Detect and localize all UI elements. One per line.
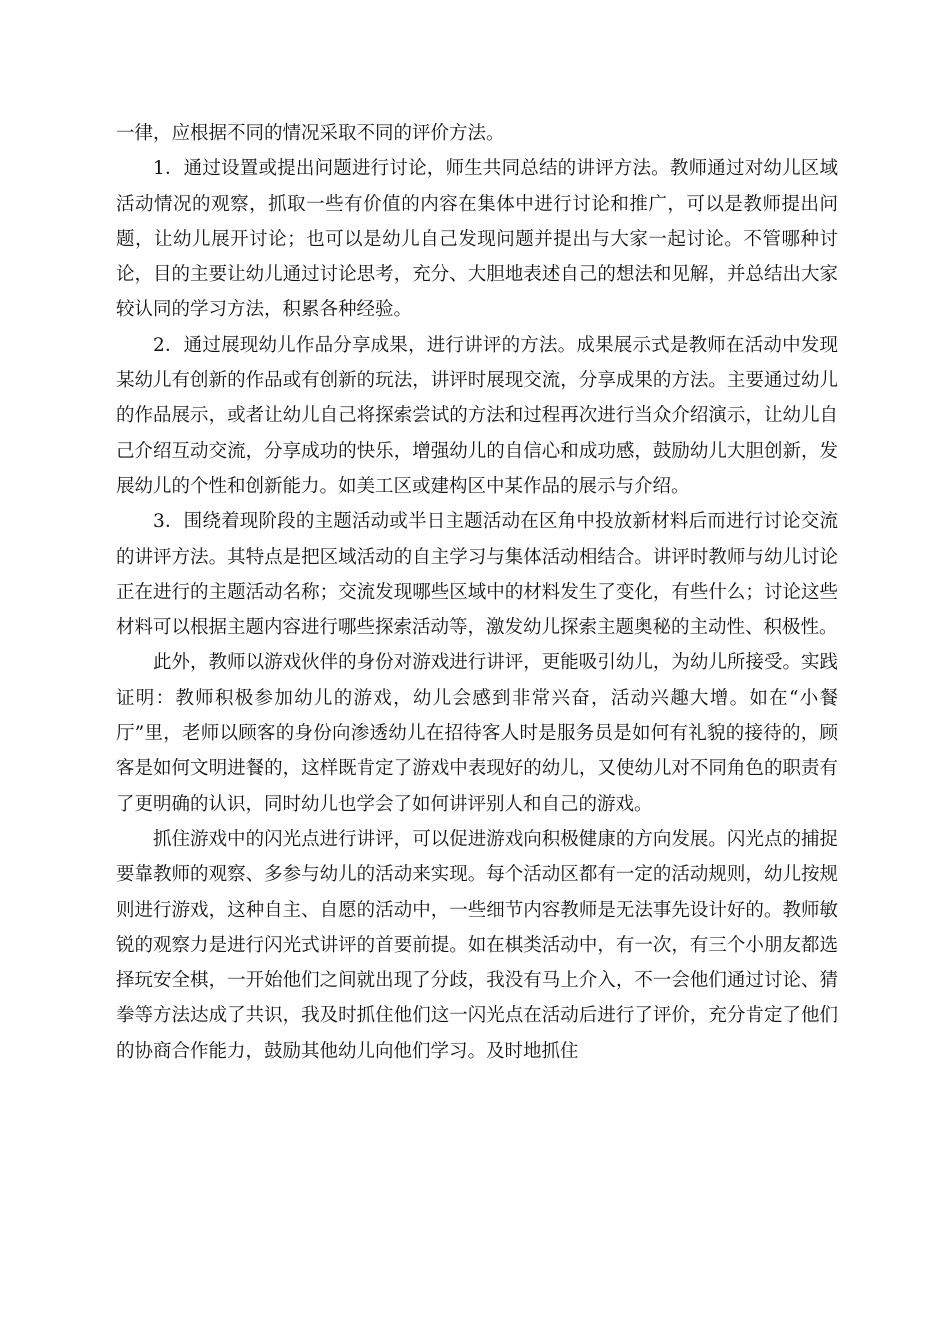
paragraph-highlight-moments: 抓住游戏中的闪光点进行讲评，可以促进游戏向积极健康的方向发展。闪光点的捕捉要靠教师的观察、多参与幼儿的活动来实现。每个活动区都有一定的活动规则，幼儿按规则进行游戏，这种自主、自愿的活动中，一些细节内容教师是无法事先设计好的。教师敏锐的观察力是进行闪光式讲评的首要前提。如在棋类活动中，有一次，有三个小朋友都选择玩安全棋，一开始他们之间就出现了分歧，我没有马上介入，不一会他们通过讨论、猜拳等方法达成了共识，我及时抓住他们这一闪光点在活动后进行了评价，充分肯定了他们的协商合作能力，鼓励其他幼儿向他们学习。及时地抓住	[116, 828, 838, 1062]
paragraph-method-3: 3．围绕着现阶段的主题活动或半日主题活动在区角中投放新材料后而进行讨论交流的讲评方法。其特点是把区域活动的自主学习与集体活动相结合。讲评时教师与幼儿讨论正在进行的主题活动名称；交流发现哪些区域中的材料发生了变化，有些什么；讨论这些材料可以根据主题内容进行哪些探索活动等，激发幼儿探索主题奥秘的主动性、积极性。	[116, 511, 838, 639]
paragraph-method-2: 2．通过展现幼儿作品分享成果，进行讲评的方法。成果展示式是教师在活动中发现某幼儿有创新的作品或有创新的玩法，讲评时展现交流，分享成果的方法。主要通过幼儿的作品展示，或者让幼儿自己将探索尝试的方法和过程再次进行当众介绍演示，让幼儿自己介绍互动交流，分享成功的快乐，增强幼儿的自信心和成功感，鼓励幼儿大胆创新，发展幼儿的个性和创新能力。如美工区或建构区中某作品的展示与介绍。	[116, 334, 838, 497]
document-page	[116, 116, 838, 1069]
paragraph-method-1: 1．通过设置或提出问题进行讨论，师生共同总结的讲评方法。教师通过对幼儿区域活动情况的观察，抓取一些有价值的内容在集体中进行讨论和推广，可以是教师提出问题，让幼儿展开讨论；也可以是幼儿自己发现问题并提出与大家一起讨论。不管哪种讨论，目的主要让幼儿通过讨论思考，充分、大胆地表述自己的想法和见解，并总结出大家较认同的学习方法，积累各种经验。	[116, 158, 838, 321]
paragraph-continuation: 一律，应根据不同的情况采取不同的评价方法。	[116, 123, 505, 144]
paragraph-teacher-partner: 此外，教师以游戏伙伴的身份对游戏进行讲评，更能吸引幼儿，为幼儿所接受。实践证明：教师积极参加幼儿的游戏，幼儿会感到非常兴奋，活动兴趣大增。如在“小餐厅”里，老师以顾客的身份向渗透幼儿在招待客人时是服务员是如何有礼貌的接待的，顾客是如何文明进餐的，这样既肯定了游戏中表现好的幼儿，又使幼儿对不同角色的职责有了更明确的认识，同时幼儿也学会了如何讲评别人和自己的游戏。	[116, 652, 838, 815]
